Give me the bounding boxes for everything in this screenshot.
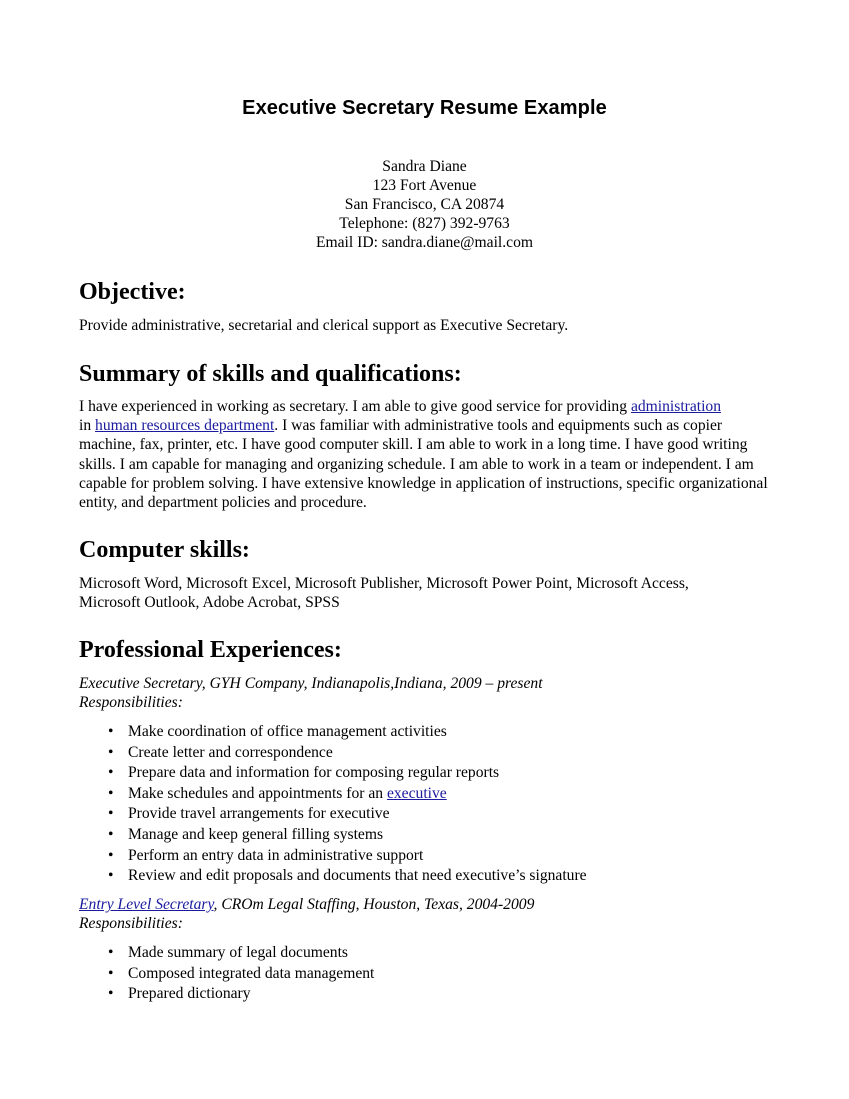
executive-link[interactable]: executive bbox=[386, 784, 447, 802]
bullet-icon: • bbox=[108, 723, 114, 740]
contact-email: Email ID: sandra.diane@mail.com bbox=[315, 234, 533, 251]
computer-skills-text bbox=[79, 574, 779, 612]
summary-paragraph bbox=[79, 397, 774, 512]
summary-text-3: . I was familiar with administrative tools and equipments such as copier machine, fax, printer, etc. I have good computer skill. I am able to work in a long time. I have good writing skills. I am capable for managing and organizing schedule. I am able to work in a team or independent. I am capable for problem solving. I have extensive knowledge in application of instructions, specific organizational entity, and department policies and procedure. bbox=[79, 417, 768, 512]
job-1-responsibilities-list bbox=[108, 722, 587, 887]
job-2-responsibilities-list bbox=[108, 943, 374, 1005]
entry-level-secretary-link[interactable]: Entry Level Secretary bbox=[79, 896, 214, 913]
bullet-icon: • bbox=[108, 743, 114, 761]
list-item: • Make coordination of office management activities bbox=[108, 722, 587, 743]
summary-text-1: I have experienced in working as secretary. I am able to give good service for providing bbox=[79, 398, 631, 415]
bullet-icon: • bbox=[108, 944, 114, 961]
list-item: • Create letter and correspondence bbox=[108, 743, 587, 764]
bullet-icon: • bbox=[108, 825, 114, 843]
contact-name: Sandra Diane bbox=[382, 158, 467, 175]
contact-block bbox=[0, 157, 849, 252]
human-resources-link[interactable]: human resources department bbox=[95, 417, 275, 435]
administration-link[interactable]: administration bbox=[630, 398, 722, 415]
list-item: • Prepare data and information for composing regular reports bbox=[108, 763, 587, 784]
computer-skills-heading: Computer skills: bbox=[79, 537, 250, 563]
bullet-icon: • bbox=[108, 985, 114, 1003]
summary-heading: Summary of skills and qualifications: bbox=[79, 361, 462, 387]
contact-city: San Francisco, CA 20874 bbox=[344, 196, 505, 213]
computer-skills-line-1: Microsoft Word, Microsoft Excel, Microsoft Publisher, Microsoft Power Point, Microsoft Access, bbox=[79, 575, 689, 592]
bullet-icon: • bbox=[108, 867, 114, 885]
contact-telephone: Telephone: (827) 392-9763 bbox=[339, 215, 510, 232]
objective-text: Provide administrative, secretarial and clerical support as Executive Secretary. bbox=[79, 317, 569, 334]
objective-heading: Objective: bbox=[79, 279, 186, 305]
job-2-title: Entry Level Secretary, CROm Legal Staffing, Houston, Texas, 2004-2009 bbox=[79, 896, 535, 913]
bullet-icon: • bbox=[108, 964, 114, 982]
bullet-icon: • bbox=[108, 805, 114, 823]
job-1-title: Executive Secretary, GYH Company, Indianapolis,Indiana, 2009 – present bbox=[79, 675, 543, 692]
experience-heading: Professional Experiences: bbox=[79, 637, 342, 663]
computer-skills-line-2: Microsoft Outlook, Adobe Acrobat, SPSS bbox=[79, 594, 340, 612]
bullet-icon: • bbox=[108, 846, 114, 864]
summary-text-2: in bbox=[79, 417, 96, 435]
document-title: Executive Secretary Resume Example bbox=[242, 97, 607, 119]
bullet-icon: • bbox=[108, 784, 114, 802]
list-item: • Manage and keep general filling systems bbox=[108, 825, 587, 846]
list-item: • Made summary of legal documents bbox=[108, 943, 374, 964]
list-item: • Prepared dictionary bbox=[108, 984, 374, 1005]
contact-address: 123 Fort Avenue bbox=[372, 177, 477, 194]
job-1-responsibilities-label: Responsibilities: bbox=[79, 694, 183, 712]
job-2-header bbox=[79, 895, 779, 933]
list-item: • Composed integrated data management bbox=[108, 964, 374, 985]
bullet-icon: • bbox=[108, 764, 114, 782]
list-item: • Perform an entry data in administrative support bbox=[108, 846, 587, 867]
list-item: • Provide travel arrangements for executive bbox=[108, 804, 587, 825]
job-2-responsibilities-label: Responsibilities: bbox=[79, 915, 183, 933]
job-1-header bbox=[79, 674, 779, 712]
list-item: • Review and edit proposals and documents that need executive’s signature bbox=[108, 866, 587, 887]
list-item: • Make schedules and appointments for an executive bbox=[108, 784, 587, 805]
